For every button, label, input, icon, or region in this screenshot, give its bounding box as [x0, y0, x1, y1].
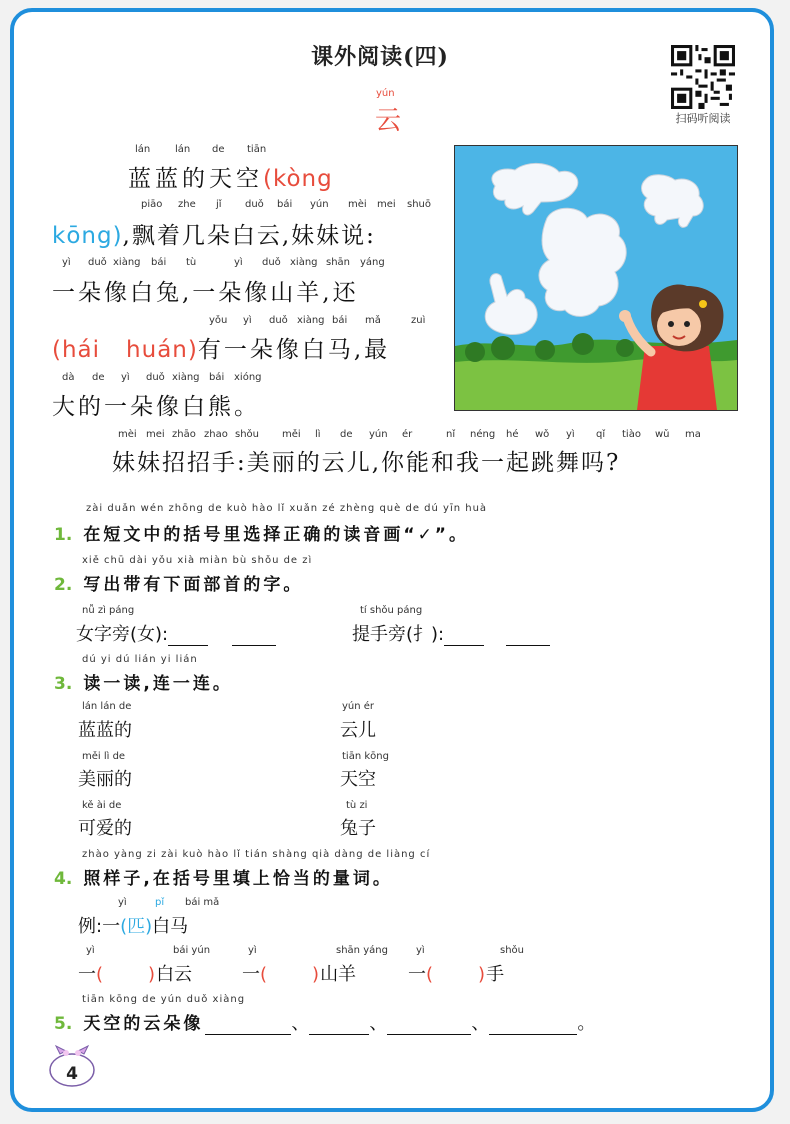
q3-left-pinyin: měi lì de [82, 751, 126, 762]
question-4 [54, 864, 393, 889]
pinyin: xiàng [290, 257, 318, 268]
q4-item-text: 山羊 [320, 964, 357, 985]
question-text: 照样子,在括号里填上恰当的量词。 [83, 869, 393, 889]
separator: 、 [291, 1013, 310, 1034]
qr-label: 扫码听阅读 [675, 112, 731, 125]
question-number: 5. [54, 1014, 73, 1034]
pinyin: bái [151, 257, 167, 268]
paren-open: ( [96, 964, 105, 985]
poem-text: 蓝蓝的天空 [128, 166, 263, 192]
question-5 [54, 1009, 595, 1035]
title-pinyin: yún [376, 88, 395, 99]
pinyin: duǒ [146, 372, 165, 383]
pinyin: de [340, 429, 353, 440]
question-2 [54, 570, 303, 595]
poem-line: 大的一朵像白熊。 [52, 394, 260, 420]
paren-close: ) [148, 964, 157, 985]
q4-item-pinyin: yì [416, 945, 425, 956]
pinyin: wǔ [655, 429, 670, 440]
q3-left-pinyin: lán lán de [82, 701, 132, 712]
q2a-label: 女字旁(女): [76, 624, 169, 645]
example-suffix: 白马 [152, 916, 189, 937]
pinyin: zhāo [172, 429, 196, 440]
qr-code [671, 45, 735, 109]
q3-pinyin: dú yi dú lián yi lián [82, 654, 198, 665]
match-right-item[interactable]: 兔子 [340, 818, 376, 839]
answer-blank[interactable] [168, 627, 208, 646]
pinyin-option[interactable]: huán) [126, 337, 198, 363]
pinyin: mèi [118, 429, 137, 440]
answer-blank[interactable] [489, 1016, 577, 1035]
pinyin: shān [326, 257, 351, 268]
poem-text: 有一朵像白马,最 [197, 337, 391, 363]
question-text: 写出带有下面部首的字。 [83, 575, 304, 595]
poem-line [52, 217, 376, 250]
pinyin-option[interactable]: (kòng [263, 166, 333, 192]
paren-open: ( [426, 964, 435, 985]
pinyin: bái [332, 315, 348, 326]
q4-item-pinyin: yì [248, 945, 257, 956]
q3-right-pinyin: tiān kōng [342, 751, 389, 762]
answer-blank[interactable] [232, 627, 276, 646]
pinyin: duǒ [88, 257, 107, 268]
pinyin: zuì [411, 315, 426, 326]
pinyin: yì [243, 315, 252, 326]
match-right-item[interactable]: 云儿 [340, 720, 376, 741]
pinyin: měi [282, 429, 301, 440]
q4-example-pinyin: pǐ [155, 897, 165, 908]
pinyin: hé [506, 429, 519, 440]
pinyin: jǐ [216, 199, 222, 210]
yi-char: 一 [408, 964, 426, 985]
pinyin: yáng [360, 257, 385, 268]
pinyin: duǒ [269, 315, 288, 326]
pinyin: lán [135, 144, 151, 155]
poem-line: 一朵像白兔,一朵像山羊,还 [52, 280, 359, 306]
answer-blank[interactable] [309, 1016, 369, 1035]
pinyin: mei [146, 429, 165, 440]
q4-item [78, 960, 192, 986]
pinyin: tiào [622, 429, 641, 440]
page-number: 4 [66, 1064, 78, 1084]
pinyin: zhao [204, 429, 228, 440]
q4-pinyin: zhào yàng zi zài kuò hào lǐ tián shàng qià dàng de liàng cí [82, 849, 431, 860]
question-number: 3. [54, 674, 73, 694]
answer-blank[interactable] [387, 1016, 471, 1035]
question-number: 1. [54, 525, 73, 545]
pinyin: yì [62, 257, 71, 268]
match-right-item[interactable]: 天空 [340, 769, 376, 790]
q2a-row [76, 620, 276, 646]
pinyin: duǒ [262, 257, 281, 268]
yi-char: 一 [242, 964, 260, 985]
pinyin: lì [315, 429, 321, 440]
pinyin: shǒu [235, 429, 260, 440]
pinyin-option[interactable]: (hái [52, 337, 101, 363]
pinyin: shuō [407, 199, 432, 210]
pinyin: yì [566, 429, 575, 440]
q4-example [78, 912, 188, 938]
example-prefix: 例:一 [78, 916, 121, 937]
answer-blank[interactable] [444, 627, 484, 646]
q2b-row [352, 620, 550, 646]
q4-example-pinyin: yì [118, 897, 127, 908]
q3-right-pinyin: tù zi [346, 800, 368, 811]
q4-item-text: 手 [486, 964, 505, 985]
pinyin: lán [175, 144, 191, 155]
question-1 [54, 520, 469, 545]
pinyin: xiàng [113, 257, 141, 268]
question-number: 4. [54, 869, 73, 889]
pinyin: yún [310, 199, 329, 210]
q4-item-pinyin: shǒu [500, 945, 525, 956]
pinyin: yì [234, 257, 243, 268]
pinyin: de [92, 372, 105, 383]
match-left-item[interactable]: 美丽的 [78, 769, 132, 790]
poem-line: 妹妹招招手:美丽的云儿,你能和我一起跳舞吗? [112, 450, 621, 476]
pinyin: xióng [234, 372, 262, 383]
pinyin: ma [685, 429, 701, 440]
pinyin: nǐ [446, 429, 456, 440]
match-left-item[interactable]: 蓝蓝的 [78, 720, 132, 741]
poem-line [128, 160, 333, 193]
example-answer: (匹) [120, 916, 153, 937]
pinyin-option[interactable]: kōng) [52, 223, 123, 249]
paren-close: ) [478, 964, 487, 985]
question-text: 读一读,连一连。 [83, 674, 233, 694]
answer-blank[interactable] [205, 1016, 291, 1035]
q4-item-pinyin: yì [86, 945, 95, 956]
end-mark: 。 [577, 1013, 596, 1034]
story-illustration [454, 145, 738, 411]
yi-char: 一 [78, 964, 96, 985]
q1-pinyin: zài duǎn wén zhōng de kuò hào lǐ xuǎn zé zhèng què de dú yīn huà [86, 503, 488, 514]
q3-left-pinyin: kě ài de [82, 800, 122, 811]
pinyin: bái [209, 372, 225, 383]
pinyin: dà [62, 372, 75, 383]
lesson-title: 云 [375, 106, 402, 136]
q4-item [242, 960, 356, 986]
pinyin: de [212, 144, 225, 155]
poem-line [52, 331, 390, 364]
pinyin: mei [377, 199, 396, 210]
question-text: 天空的云朵像 [83, 1014, 204, 1034]
pinyin: zhe [178, 199, 196, 210]
question-number: 2. [54, 575, 73, 595]
paren-close: ) [312, 964, 321, 985]
pinyin: yún [369, 429, 388, 440]
pinyin: qǐ [596, 429, 606, 440]
paren-open: ( [260, 964, 269, 985]
question-3 [54, 669, 233, 694]
separator: 、 [471, 1013, 490, 1034]
q4-example-pinyin: bái mǎ [185, 897, 220, 908]
pinyin: duǒ [245, 199, 264, 210]
q4-item-pinyin: bái yún [173, 945, 211, 956]
q4-item-text: 白云 [156, 964, 193, 985]
pinyin: bái [277, 199, 293, 210]
pinyin: xiàng [172, 372, 200, 383]
q4-item-pinyin: shān yáng [336, 945, 388, 956]
pinyin: tù [186, 257, 197, 268]
pinyin: néng [470, 429, 496, 440]
pinyin: wǒ [535, 429, 550, 440]
answer-blank[interactable] [506, 627, 550, 646]
pinyin: yǒu [209, 315, 228, 326]
q3-right-pinyin: yún ér [342, 701, 375, 712]
q4-item [408, 960, 504, 986]
question-text: 在短文中的括号里选择正确的读音画“✓”。 [83, 525, 469, 545]
page-title: 课外阅读(四) [311, 44, 449, 70]
pinyin: tiān [247, 144, 267, 155]
poem-text: ,飘着几朵白云,妹妹说: [122, 223, 376, 249]
q2a-pinyin: nǚ zì páng [82, 605, 135, 616]
pinyin: mèi [348, 199, 367, 210]
pinyin: ér [402, 429, 413, 440]
q5-pinyin: tiān kōng de yún duǒ xiàng [82, 994, 246, 1005]
separator: 、 [369, 1013, 388, 1034]
pinyin: xiàng [297, 315, 325, 326]
pinyin: yì [121, 372, 130, 383]
q2b-pinyin: tí shǒu páng [360, 605, 423, 616]
pinyin: piāo [141, 199, 163, 210]
q2-pinyin: xiě chū dài yǒu xià miàn bù shǒu de zì [82, 555, 313, 566]
match-left-item[interactable]: 可爱的 [78, 818, 132, 839]
q2b-label: 提手旁(扌): [352, 624, 445, 645]
pinyin: mǎ [365, 315, 381, 326]
